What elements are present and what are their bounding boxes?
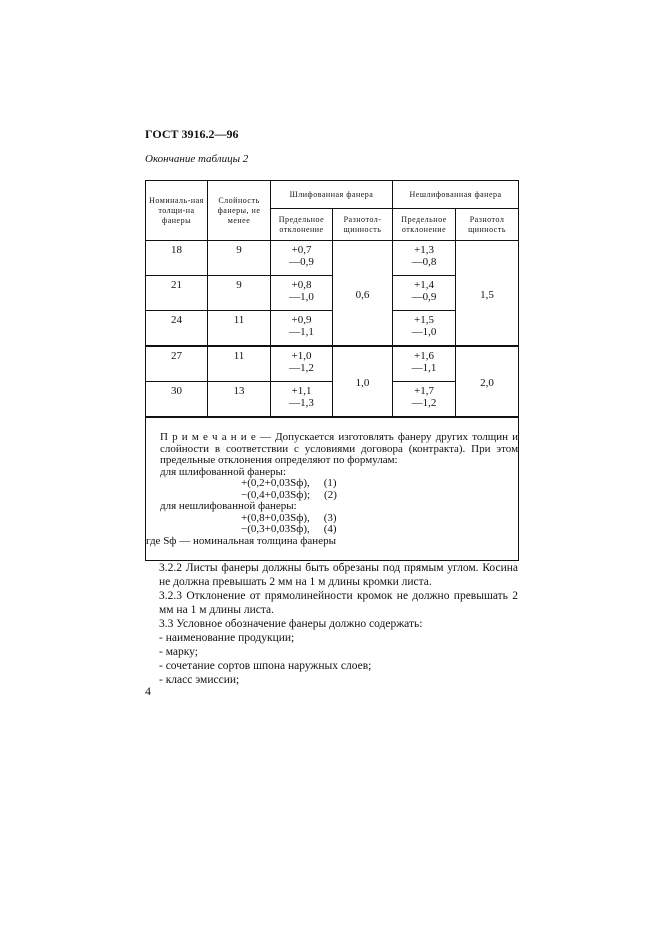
cell-unsanded-deviation [393, 241, 456, 276]
plus: +0,8 [291, 279, 312, 291]
formula-4 [146, 524, 518, 536]
cell-sanded-diff: 0,6 [333, 241, 393, 347]
formula-text: +(0,8+0,03Sф), [241, 511, 310, 524]
header-unsanded: Нешлифованная фанера [393, 181, 519, 209]
paragraph-3-3: 3.3 Условное обозначение фанеры должно содержать: [159, 618, 423, 630]
table-caption: Окончание таблицы 2 [145, 153, 249, 165]
cell-thickness: 24 [146, 311, 208, 347]
formula-text: +(0,2+0,03Sф), [241, 477, 310, 489]
note-sanded-label: для шлифованной фанеры: [160, 465, 286, 478]
plus: +1,0 [291, 350, 312, 362]
cell-sanded-deviation [271, 311, 333, 347]
formula-number: (4) [323, 523, 337, 535]
note-where: где Sф — номинальная толщина фанеры [146, 534, 336, 547]
cell-layers: 9 [208, 241, 271, 276]
minus: —1,2 [289, 362, 314, 374]
tolerance-table [145, 180, 519, 561]
cell-sanded-diff: 1,0 [333, 346, 393, 417]
minus: —1,0 [411, 326, 437, 338]
plus: +1,7 [414, 385, 434, 397]
minus: —0,9 [411, 291, 437, 303]
list-item: - наименование продукции; [159, 632, 295, 644]
minus: —0,8 [411, 256, 437, 268]
cell-thickness: 18 [146, 241, 208, 276]
paragraph-3-2-3: 3.2.3 Отклонение от прямолинейности кромок не должно превышать 2 мм на 1 м длины листа. [159, 590, 518, 616]
note-lead: П р и м е ч а н и е — Допускается изготовлять фанеру других толщин и слойности в соответствии с условиями договора (контракта). При этом предельные отклонения определяют по формулам: [160, 431, 519, 466]
list-item: - класс эмиссии; [159, 674, 240, 686]
table-row [146, 346, 519, 382]
cell-layers: 11 [208, 311, 271, 347]
cell-layers: 9 [208, 276, 271, 311]
standard-header: ГОСТ 3916.2—96 [145, 127, 239, 141]
cell-sanded-deviation [271, 382, 333, 418]
header-unsanded-diff: Разнотол щинность [456, 209, 519, 241]
table-row [146, 241, 519, 276]
plus: +1,4 [414, 279, 434, 291]
formula-number: (3) [323, 511, 337, 524]
minus: —1,3 [289, 397, 314, 409]
plus: +1,1 [291, 385, 312, 397]
cell-sanded-deviation [271, 276, 333, 311]
plus: +1,6 [414, 350, 434, 362]
note-unsanded-label: для нешлифованной фанеры: [160, 500, 297, 512]
cell-thickness: 30 [146, 382, 208, 418]
cell-unsanded-deviation [393, 276, 456, 311]
minus: —1,2 [411, 397, 437, 409]
formula-1 [146, 478, 518, 490]
header-unsanded-deviation: Предельное отклонение [393, 209, 456, 241]
cell-unsanded-deviation [393, 311, 456, 347]
formula-number: (1) [323, 477, 337, 489]
body-text [145, 561, 518, 687]
list-item: - сочетание сортов шпона наружных слоев; [159, 660, 372, 672]
list-item: - марку; [159, 646, 198, 658]
header-sanded-diff: Разнотол-щинность [333, 209, 393, 241]
plus: +0,9 [291, 314, 312, 326]
cell-unsanded-diff: 2,0 [456, 346, 519, 417]
formula-text: −(0,3+0,03Sф), [241, 523, 310, 535]
cell-unsanded-deviation [393, 346, 456, 382]
cell-sanded-deviation [271, 241, 333, 276]
header-sanded: Шлифованная фанера [271, 181, 393, 209]
formula-number: (2) [324, 488, 337, 501]
cell-thickness: 27 [146, 346, 208, 382]
cell-thickness: 21 [146, 276, 208, 311]
minus: —1,1 [289, 326, 314, 338]
cell-unsanded-diff: 1,5 [456, 241, 519, 347]
plus: +1,3 [414, 244, 434, 256]
header-thickness: Номиналь-ная толщи-на фанеры [146, 181, 208, 241]
plus: +0,7 [291, 244, 312, 256]
plus: +1,5 [414, 314, 434, 326]
minus: —0,9 [289, 256, 314, 268]
cell-unsanded-deviation [393, 382, 456, 418]
header-layers: Слойность фанеры, не менее [208, 181, 271, 241]
cell-sanded-deviation [271, 346, 333, 382]
paragraph-3-2-2: 3.2.2 Листы фанеры должны быть обрезаны под прямым углом. Косина не должна превышать 2 мм на 1 м длины кромки листа. [159, 562, 518, 588]
minus: —1,1 [411, 362, 437, 374]
cell-layers: 13 [208, 382, 271, 418]
formula-text: −(0,4+0,03Sф); [241, 488, 311, 501]
header-sanded-deviation: Предельное отклонение [271, 209, 333, 241]
table-note [146, 417, 519, 561]
minus: —1,0 [289, 291, 314, 303]
cell-layers: 11 [208, 346, 271, 382]
page-number: 4 [145, 684, 151, 698]
